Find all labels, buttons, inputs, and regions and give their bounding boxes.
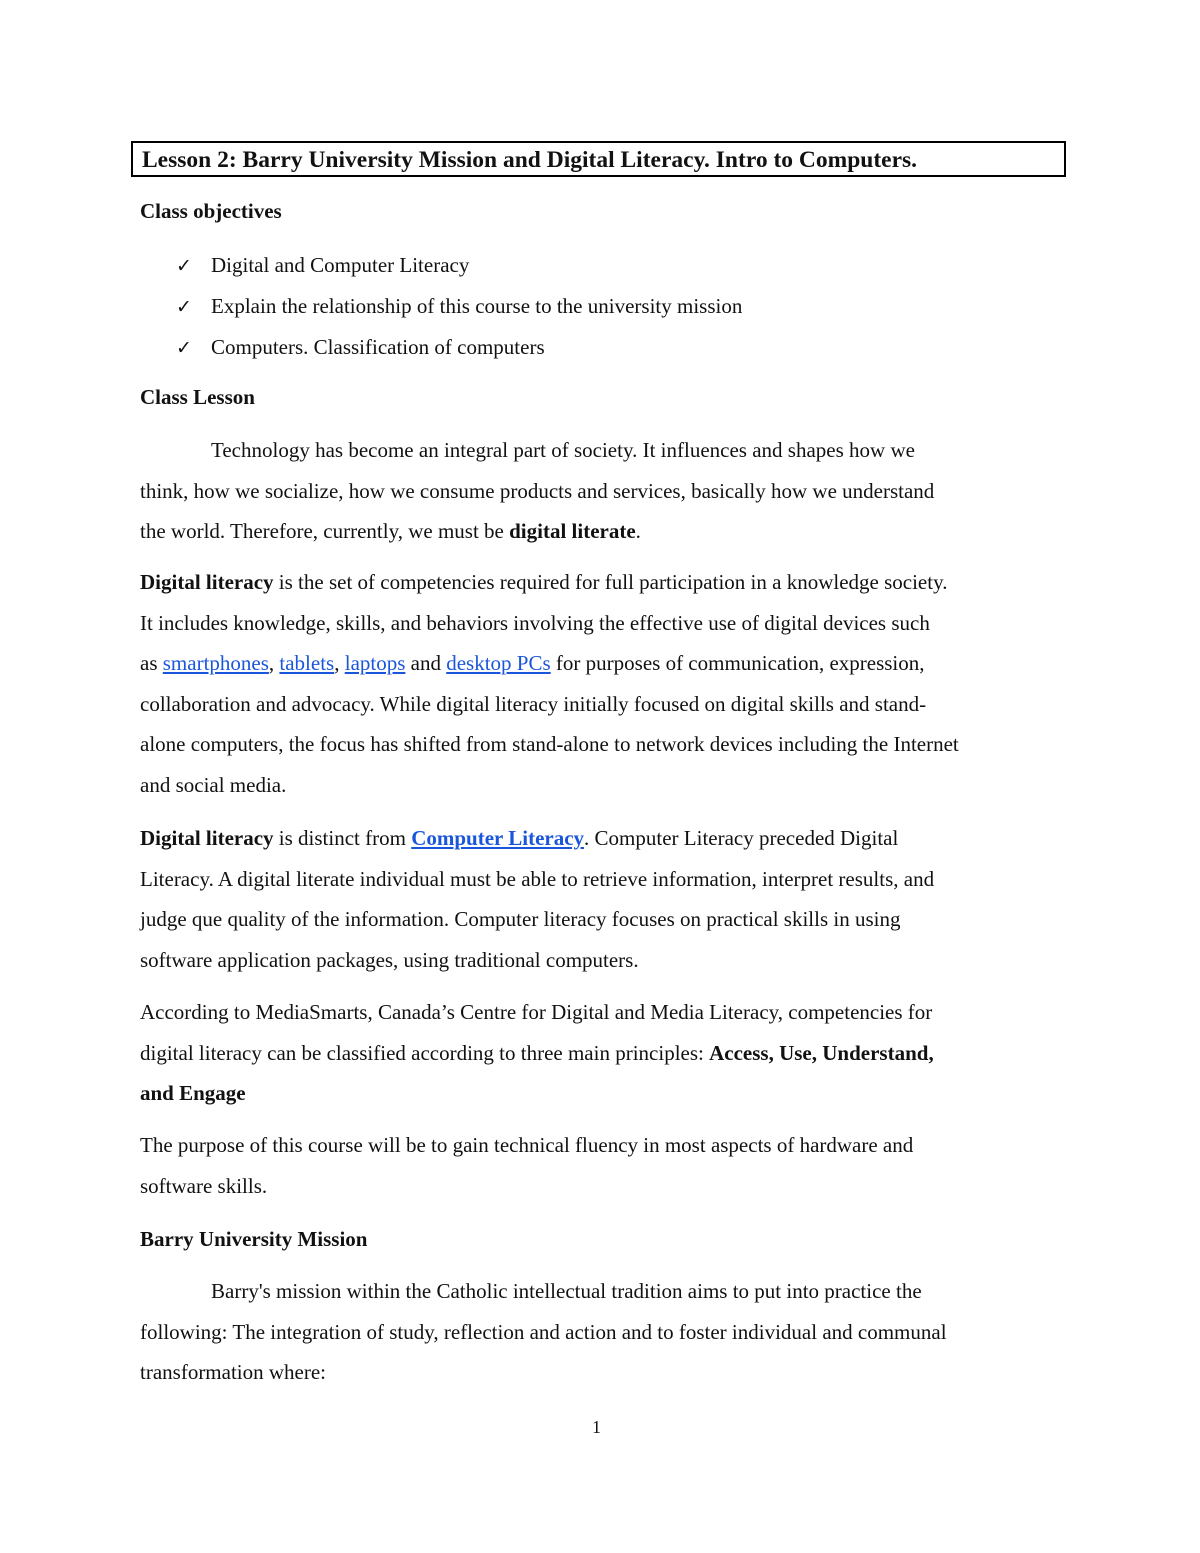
text-span: and <box>405 651 447 676</box>
objectives-heading: Class objectives <box>140 199 282 223</box>
objective-text: Explain the relationship of this course to the university mission <box>211 294 743 318</box>
text-line <box>140 511 934 552</box>
text-line: It includes knowledge, skills, and behaviors involving the effective use of digital devices such <box>140 610 930 635</box>
lesson-title: Lesson 2: Barry University Mission and Digital Literacy. Intro to Computers. <box>131 141 1066 177</box>
checkmark-icon: ✓ <box>176 337 192 359</box>
text-span: . Computer Literacy preceded Digital <box>584 826 899 850</box>
bold-term: and Engage <box>140 1081 246 1106</box>
text-span: the world. Therefore, currently, we must be <box>140 519 510 544</box>
text-span: . <box>635 519 641 544</box>
list-item <box>176 246 742 287</box>
text-line <box>140 1033 934 1074</box>
class-lesson-heading: Class Lesson <box>140 385 255 409</box>
page-number: 1 <box>592 1417 601 1437</box>
laptops-link[interactable]: laptops <box>344 651 406 676</box>
text-line: transformation where: <box>140 1360 327 1385</box>
text-line: Literacy. A digital literate individual must be able to retrieve information, interpret results, and <box>140 866 935 891</box>
objective-text: Computers. Classification of computers <box>211 335 545 359</box>
objective-text: Digital and Computer Literacy <box>211 253 470 277</box>
objectives-list <box>176 246 742 369</box>
smartphones-link[interactable]: smartphones <box>162 651 269 676</box>
desktop-pcs-link[interactable]: desktop PCs <box>446 651 551 676</box>
bold-term: Access, Use, Understand, <box>709 1040 934 1065</box>
checkmark-icon: ✓ <box>176 296 192 318</box>
text-span: , <box>268 651 280 676</box>
text-line <box>140 1073 934 1114</box>
text-line: alone computers, the focus has shifted from stand-alone to network devices including the Internet <box>140 732 959 757</box>
list-item <box>176 287 742 328</box>
text-span: , <box>334 651 345 676</box>
lesson-paragraph-3 <box>140 818 934 980</box>
text-line: and social media. <box>140 772 287 797</box>
mission-heading: Barry University Mission <box>140 1227 368 1251</box>
checkmark-icon: ✓ <box>176 255 192 277</box>
text-line: judge que quality of the information. Computer literacy focuses on practical skills in using <box>140 907 901 932</box>
text-span: is the set of competencies required for full participation in a knowledge society. <box>273 570 948 594</box>
computer-literacy-link[interactable]: Computer Literacy <box>411 826 585 850</box>
mission-paragraph <box>140 1271 947 1393</box>
lesson-paragraph-4 <box>140 992 934 1114</box>
tablets-link[interactable]: tablets <box>279 651 335 676</box>
text-line: The purpose of this course will be to gain technical fluency in most aspects of hardware and <box>140 1133 914 1157</box>
lesson-paragraph-1 <box>140 430 934 552</box>
text-line: Technology has become an integral part of society. It influences and shapes how we <box>211 438 915 462</box>
text-line: According to MediaSmarts, Canada’s Centre for Digital and Media Literacy, competencies for <box>140 1000 933 1024</box>
text-line: following: The integration of study, reflection and action and to foster individual and communal <box>140 1319 947 1344</box>
text-line <box>140 818 934 859</box>
text-line: think, how we socialize, how we consume products and services, basically how we understand <box>140 478 935 503</box>
text-span: for purposes of communication, expression, <box>550 651 925 676</box>
text-line: software application packages, using traditional computers. <box>140 947 639 972</box>
text-line: Barry's mission within the Catholic intellectual tradition aims to put into practice the <box>211 1279 922 1303</box>
lesson-paragraph-2 <box>140 562 959 806</box>
text-line: software skills. <box>140 1173 268 1198</box>
text-line <box>140 643 959 684</box>
text-line: collaboration and advocacy. While digital literacy initially focused on digital skills and stand- <box>140 691 927 716</box>
bold-term: digital literate <box>509 519 636 544</box>
lesson-paragraph-5 <box>140 1125 913 1206</box>
list-item <box>176 328 742 369</box>
text-span: digital literacy can be classified according to three main principles: <box>140 1040 710 1065</box>
bold-term: Digital literacy <box>140 570 274 594</box>
text-span: as <box>140 651 163 676</box>
text-line <box>140 562 959 603</box>
text-span: is distinct from <box>273 826 412 850</box>
bold-term: Digital literacy <box>140 826 274 850</box>
